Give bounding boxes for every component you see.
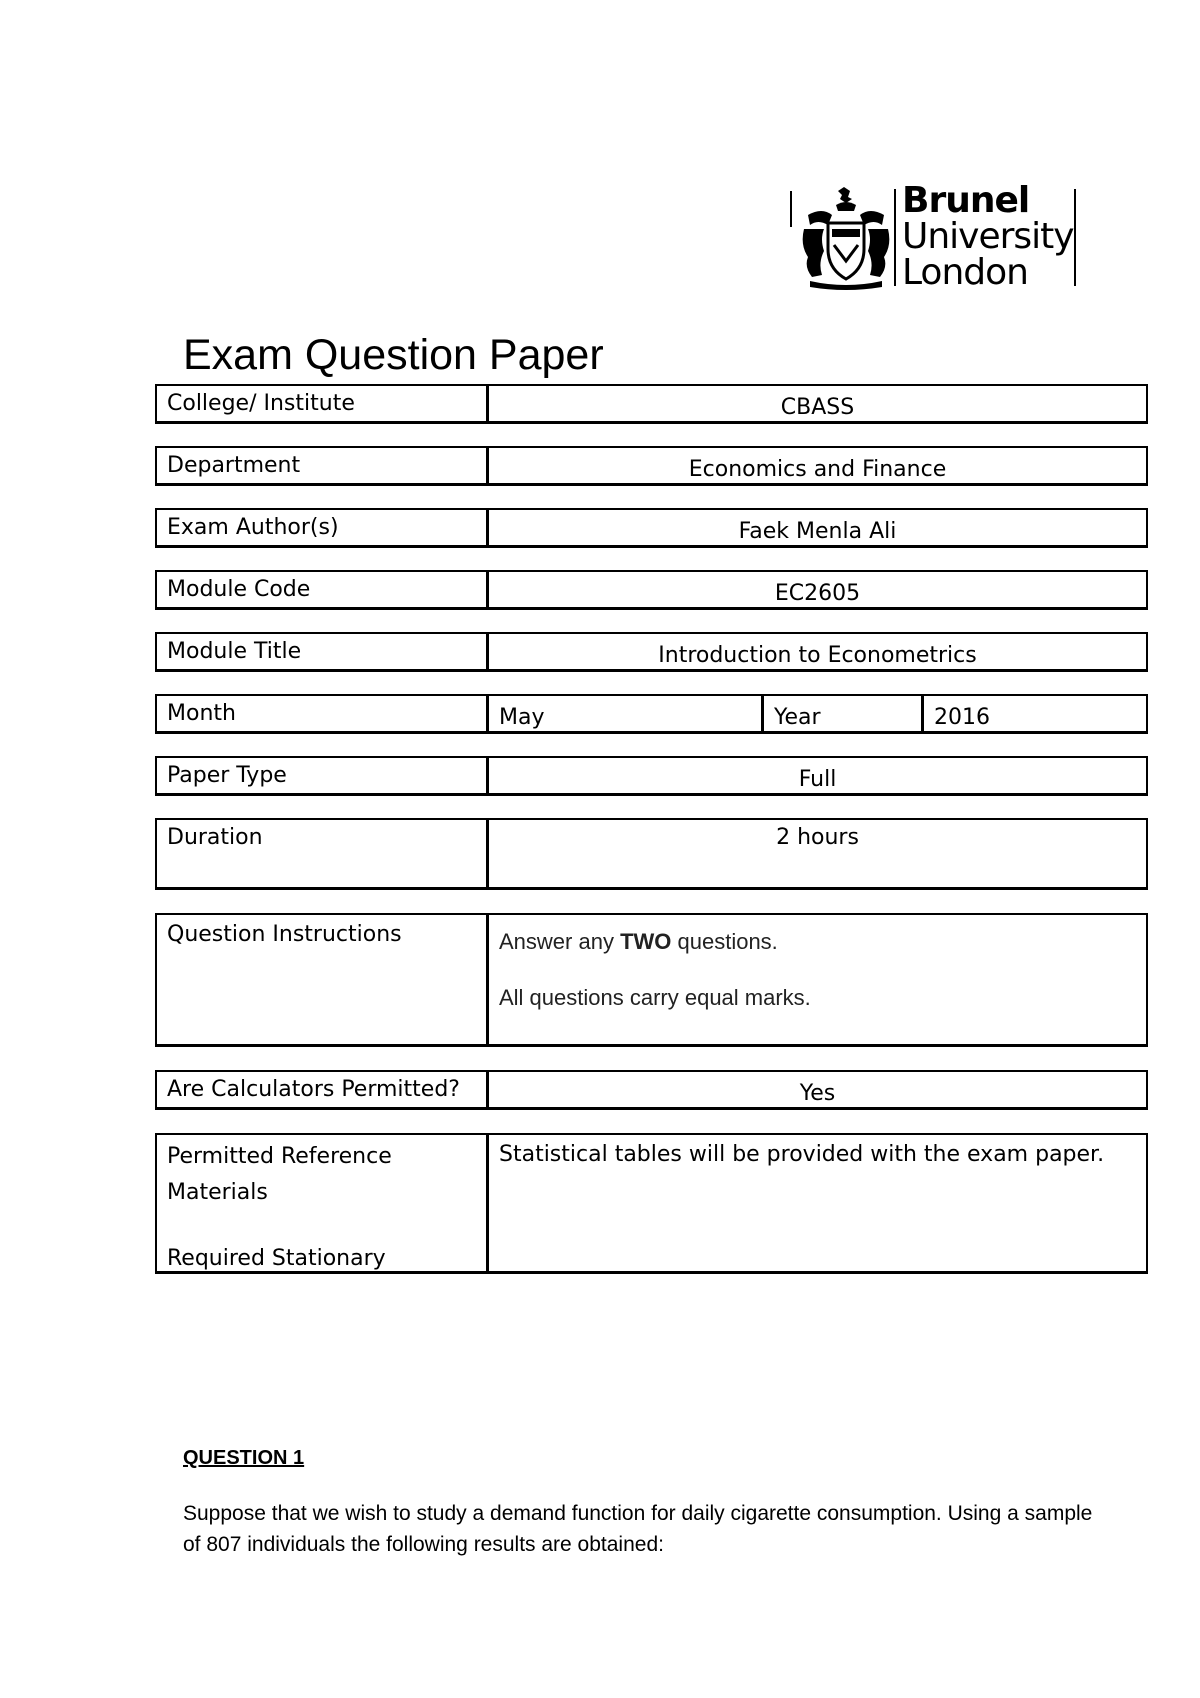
question-1-heading: QUESTION 1 bbox=[183, 1447, 305, 1469]
month-label: Month bbox=[157, 696, 489, 731]
logo-divider-mid bbox=[894, 189, 896, 286]
question-1-text: Suppose that we wish to study a demand function for daily cigarette consumption. Using a sample of 807 individuals the following results are obtained: bbox=[183, 1502, 1093, 1556]
module-code-value: EC2605 bbox=[774, 581, 861, 606]
page-title: Exam Question Paper bbox=[183, 331, 604, 379]
instructions-line-1-emphasis: TWO bbox=[620, 929, 672, 954]
row-department bbox=[155, 446, 1148, 486]
calculators-value: Yes bbox=[799, 1081, 836, 1106]
logo-line-1: Brunel bbox=[902, 180, 1030, 221]
module-title-value: Introduction to Econometrics bbox=[658, 643, 977, 668]
calculators-label: Are Calculators Permitted? bbox=[157, 1072, 489, 1107]
logo-divider-right bbox=[1074, 189, 1076, 286]
row-calculators bbox=[155, 1070, 1148, 1110]
instructions-value bbox=[489, 915, 821, 1044]
row-college bbox=[155, 384, 1148, 424]
year-value: 2016 bbox=[934, 705, 990, 730]
logo-line-3: London bbox=[902, 252, 1028, 293]
instructions-line-2: All questions carry equal marks. bbox=[499, 985, 811, 1010]
college-label: College/ Institute bbox=[157, 386, 489, 421]
reference-label: Permitted Reference Materials bbox=[167, 1144, 392, 1205]
reference-value: Statistical tables will be provided with the exam paper. bbox=[499, 1142, 1105, 1167]
month-value: May bbox=[489, 696, 764, 731]
row-author bbox=[155, 508, 1148, 548]
author-label: Exam Author(s) bbox=[157, 510, 489, 545]
year-label: Year bbox=[764, 696, 924, 731]
module-title-label: Module Title bbox=[157, 634, 489, 669]
paper-type-value: Full bbox=[798, 767, 837, 792]
reference-label-cell bbox=[157, 1135, 489, 1271]
logo-line-2: University bbox=[902, 216, 1074, 257]
module-code-label: Module Code bbox=[157, 572, 489, 607]
logo-divider-left bbox=[790, 191, 792, 227]
row-module-code bbox=[155, 570, 1148, 610]
duration-value: 2 hours bbox=[776, 825, 859, 850]
author-value: Faek Menla Ali bbox=[738, 519, 897, 544]
instructions-label: Question Instructions bbox=[157, 915, 489, 1044]
row-reference bbox=[155, 1133, 1148, 1274]
university-logo bbox=[790, 180, 1080, 293]
paper-type-label: Paper Type bbox=[157, 758, 489, 793]
row-instructions bbox=[155, 913, 1148, 1047]
row-month-year bbox=[155, 694, 1148, 734]
instructions-line-1-start: Answer any bbox=[499, 929, 621, 954]
instructions-line-1 bbox=[499, 927, 811, 957]
instructions-line-1-end: questions. bbox=[671, 929, 778, 954]
logo-wordmark bbox=[902, 180, 1074, 293]
row-module-title bbox=[155, 632, 1148, 672]
college-value: CBASS bbox=[780, 395, 855, 420]
duration-label: Duration bbox=[157, 820, 489, 887]
row-duration bbox=[155, 818, 1148, 890]
coat-of-arms-icon bbox=[798, 185, 894, 290]
department-label: Department bbox=[157, 448, 489, 483]
row-paper-type bbox=[155, 756, 1148, 796]
stationary-label: Required Stationary bbox=[167, 1246, 386, 1271]
department-value: Economics and Finance bbox=[688, 457, 947, 482]
